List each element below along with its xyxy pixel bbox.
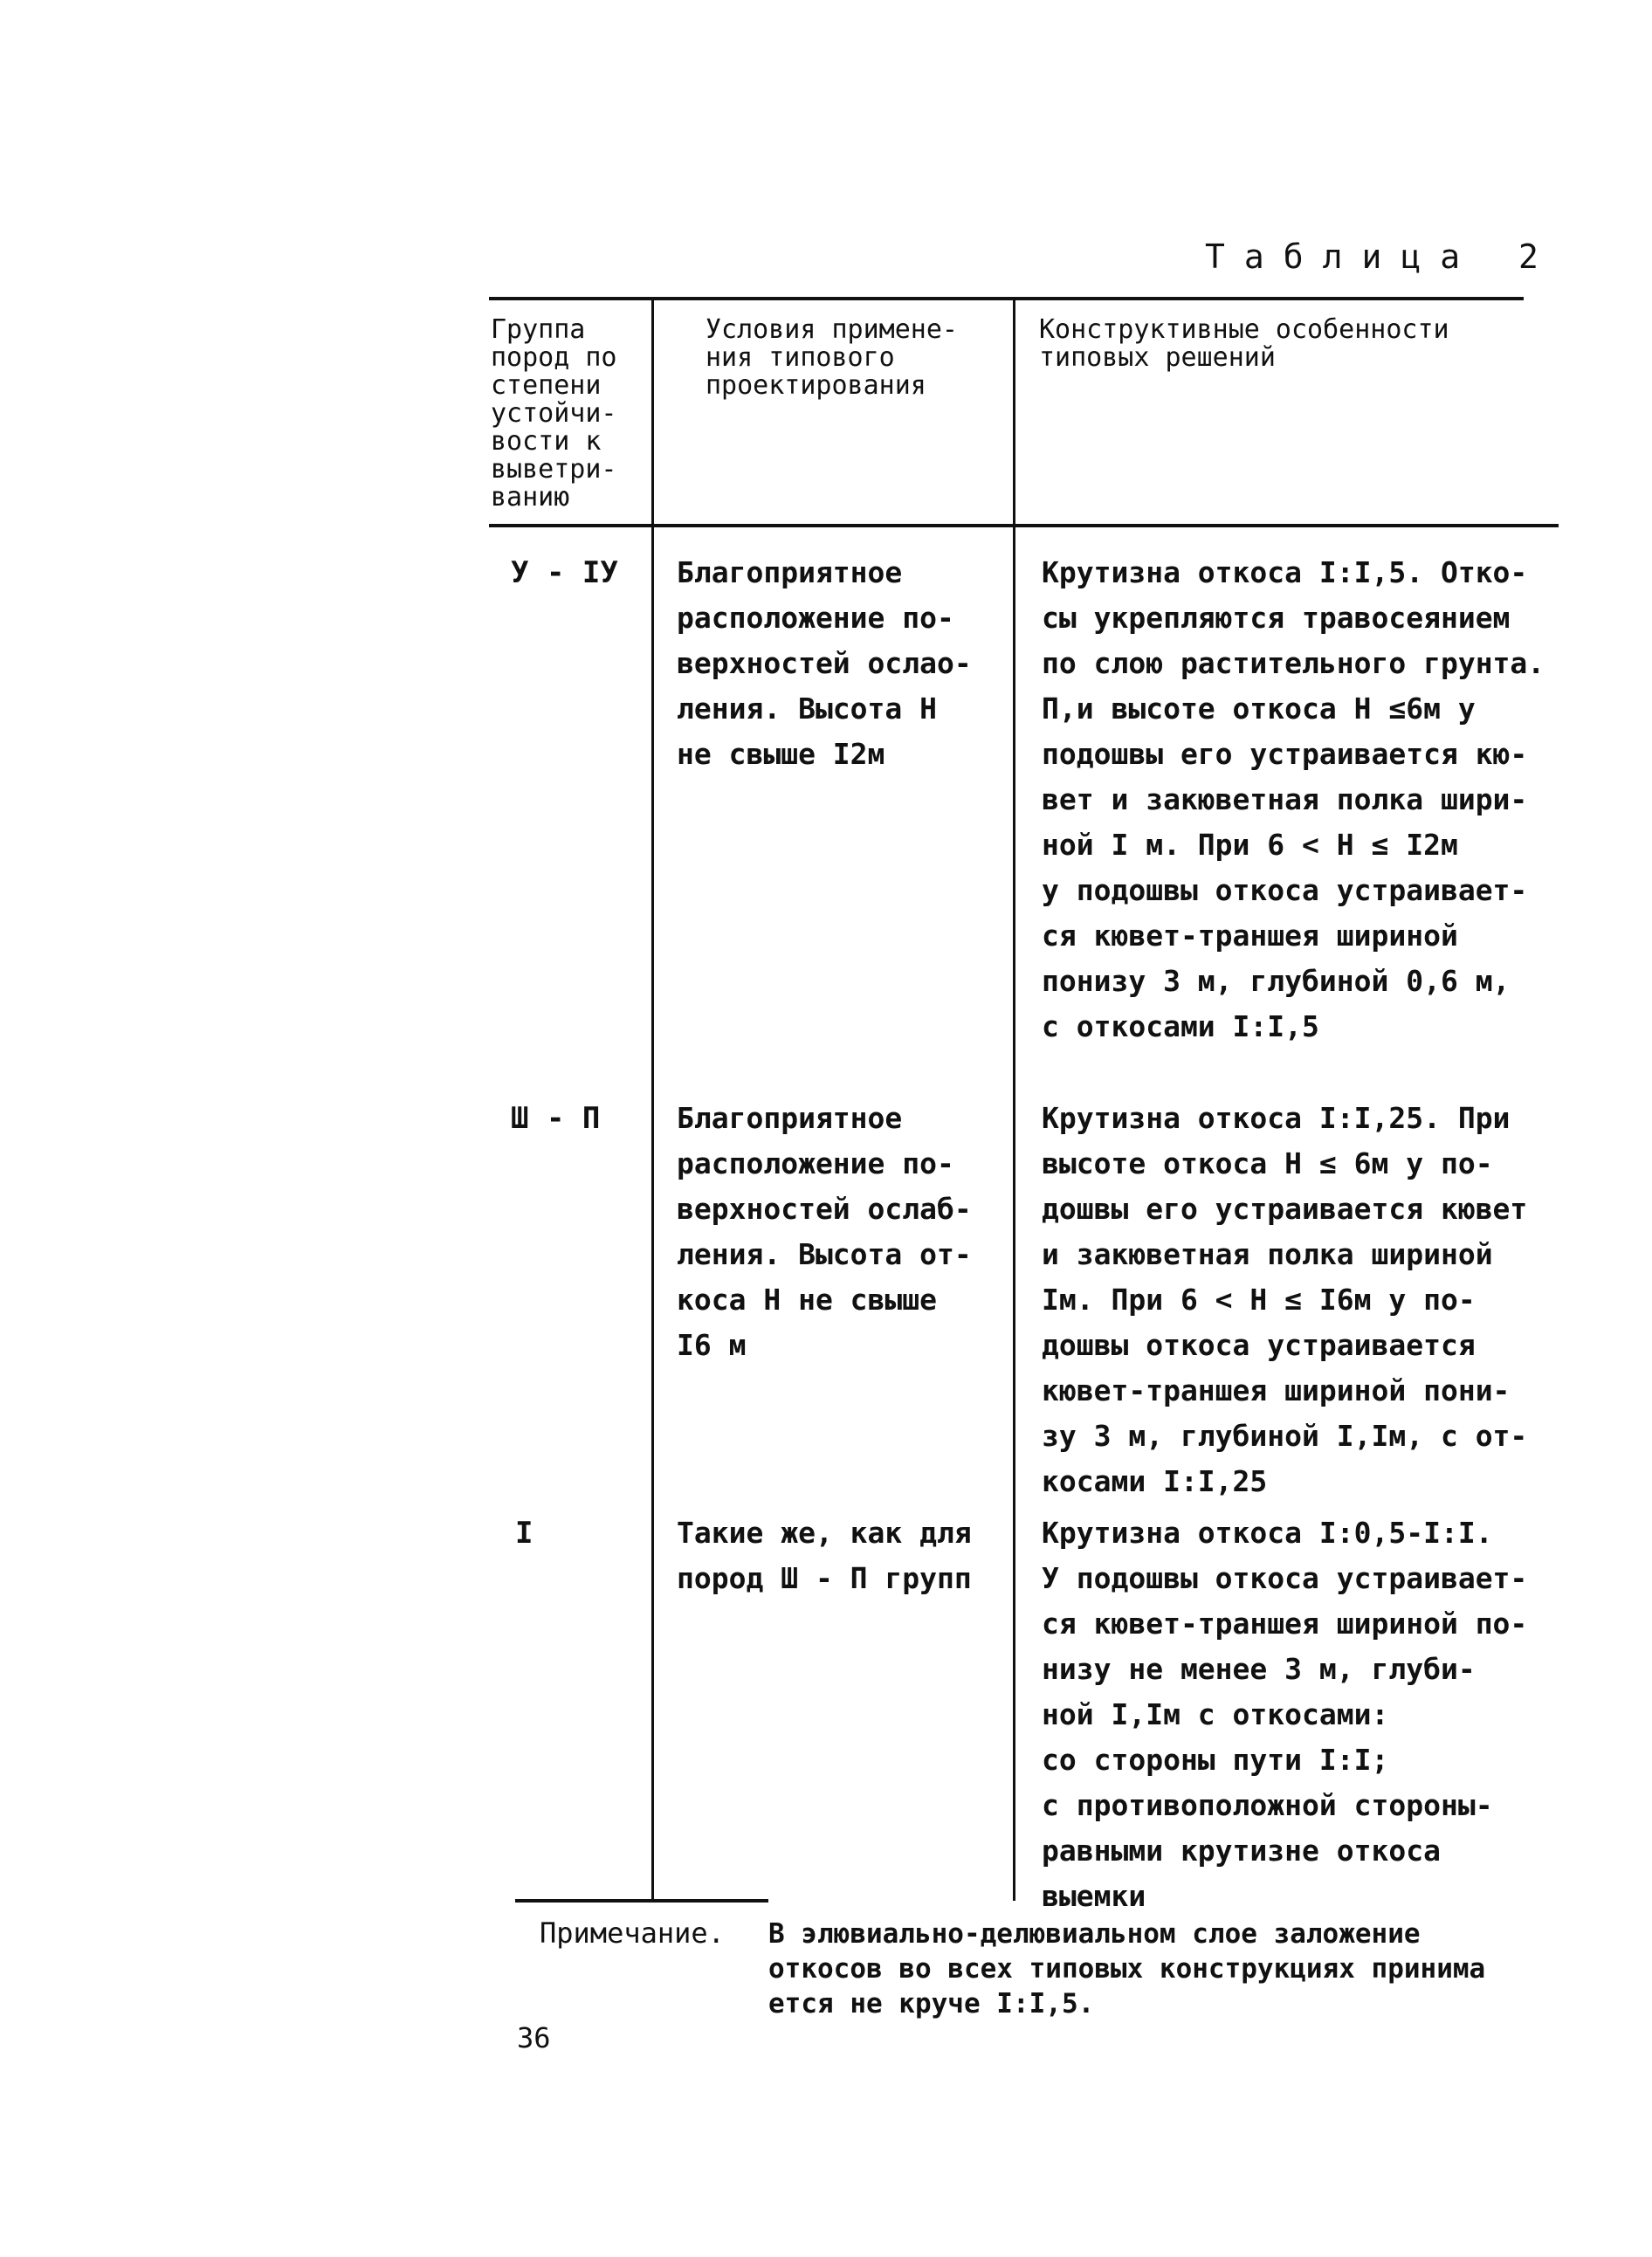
column-divider-2 — [1013, 299, 1015, 1901]
row-2-features: Крутизна откоса I:I,25. При высоте откоса Н ≤ 6м у по- дошвы его устраивается кювет и закюветная полка шириной Iм. При 6 < Н ≤ I6м у по- дошвы откоса устраивается кювет-траншея шириной пони- зу 3 м, глубиной I,Iм, с от- косами I:I,25 — [1042, 1101, 1528, 1498]
header-rock-group: Группа пород по степени устойчи- вости к выветри- ванию — [491, 314, 617, 513]
note-text: В элювиально-делювиальном слое заложение откосов во всех типовых конструкциях принима ется не круче I:I,5. — [768, 1918, 1486, 2020]
note-label: Примечание. — [540, 1916, 725, 1950]
row-3-group: I — [515, 1516, 533, 1551]
table-bottom-rule — [515, 1899, 768, 1903]
table-caption: Таблица 2 — [1205, 237, 1558, 276]
header-features: Конструктивные особенности типовых решений — [1039, 314, 1449, 373]
row-2-conditions: Благоприятное расположение по- верхностей ослаб- ления. Высота от- коса Н не свыше I6 м — [677, 1101, 972, 1362]
row-2-group: Ш - П — [511, 1101, 601, 1136]
page-number: 36 — [517, 2021, 551, 2054]
header-bottom-rule — [489, 524, 1559, 527]
row-1-features: Крутизна откоса I:I,5. Отко- сы укрепляются травосеянием по слою растительного грунта. П,и высоте откоса Н ≤6м у подошвы его устраивается кю- вет и закюветная полка шири- ной I м. При 6 < Н ≤ I2м у подошвы откоса устраивает- ся кювет-траншея шириной понизу 3 м, глубиной 0,6 м, с откосами I:I,5 — [1042, 555, 1545, 1043]
row-3-features: Крутизна откоса I:0,5-I:I. У подошвы откоса устраивает- ся кювет-траншея шириной по- низу не менее 3 м, глуби- ной I,Iм с откосами: со стороны пути I:I; с противоположной стороны- равными крутизне откоса выемки — [1042, 1516, 1528, 1913]
row-1-group: У - IУ — [511, 555, 618, 590]
column-divider-1 — [651, 299, 654, 1901]
row-3-conditions: Такие же, как для пород Ш - П групп — [677, 1516, 972, 1595]
row-1-conditions: Благоприятное расположение по- верхностей ослао- ления. Высота Н не свыше I2м — [677, 555, 972, 771]
table-top-rule — [489, 297, 1524, 300]
header-conditions: Условия примене- ния типового проектирования — [706, 314, 958, 401]
